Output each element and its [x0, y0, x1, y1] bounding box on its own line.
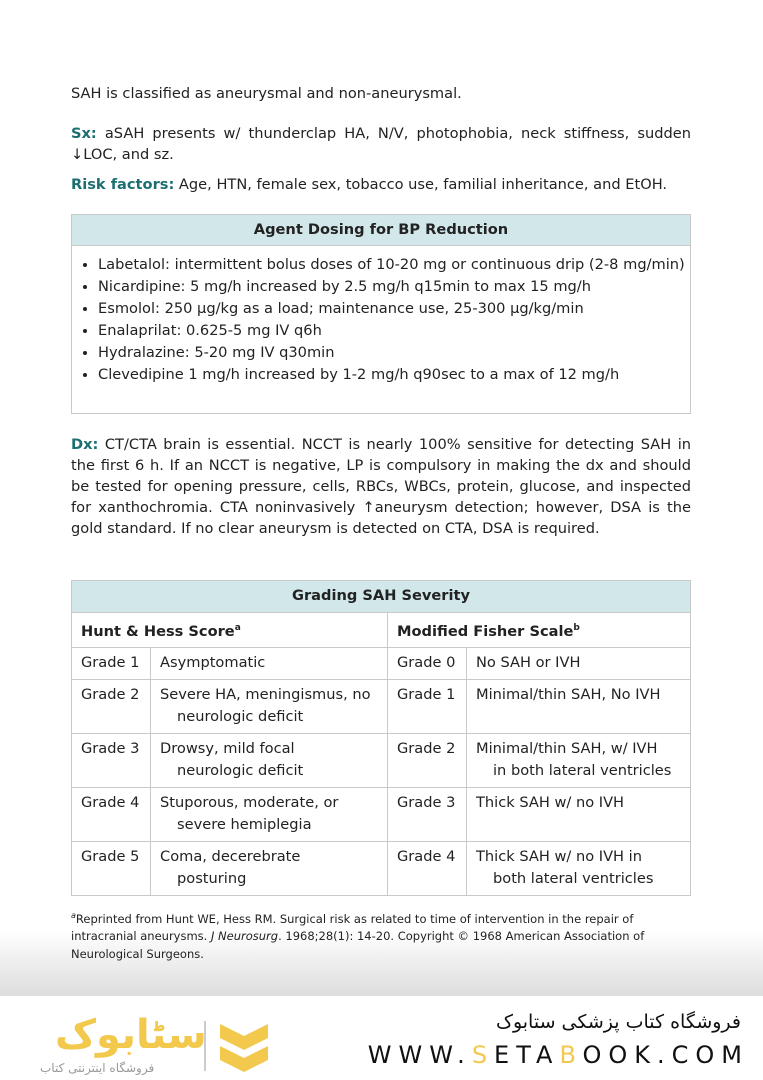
grading-cell: Coma, decerebrate posturing	[151, 841, 388, 895]
grading-cell: Minimal/thin SAH, No IVH	[467, 679, 691, 733]
setabook-logo-icon	[0, 996, 270, 1080]
grading-cell: Grade 4	[72, 787, 151, 841]
grading-cell: Drowsy, mild focal neurologic deficit	[151, 733, 388, 787]
svg-text:سٹابوک: سٹابوک	[55, 1012, 207, 1058]
risk-text: Age, HTN, female sex, tobacco use, familial inheritance, and EtOH.	[174, 176, 668, 193]
dosing-list	[72, 254, 690, 386]
store-name: فروشگاه کتاب پزشکی ستابوک	[495, 1011, 741, 1033]
modified-fisher-header: Modified Fisher Scale$^b$	[388, 613, 691, 648]
dx-text: CT/CTA brain is essential. NCCT is nearly 100% sensitive for detecting SAH in the first 6 h. If an NCCT is negative, LP is compulsory in making the dx and should be tested for opening pressure, cells, RBCs, WBCs, protein, glucose, and inspected for xanthochromia. CTA noninvasively ↑aneurysm detection; however, DSA is the gold standard. If no clear aneurysm is detected on CTA, DSA is required.	[71, 436, 691, 537]
grading-cell: Grade 2	[72, 679, 151, 733]
dosing-item: • Nicardipine: 5 mg/h increased by 2.5 mg/h q15min to max 15 mg/h	[98, 276, 690, 298]
intro-paragraph: SAH is classified as aneurysmal and non-aneurysmal.	[71, 85, 462, 102]
symptoms-text: aSAH presents w/ thunderclap HA, N/V, photophobia, neck stiffness, sudden ↓LOC, and sz.	[71, 125, 691, 163]
dosing-item: • Clevedipine 1 mg/h increased by 1-2 mg/h q90sec to a max of 12 mg/h	[98, 364, 690, 386]
grading-row	[72, 679, 691, 733]
grading-cell: Minimal/thin SAH, w/ IVH in both lateral ventricles	[467, 733, 691, 787]
grading-row	[72, 841, 691, 895]
grading-row	[72, 787, 691, 841]
risk-label: Risk factors:	[71, 176, 175, 193]
dosing-title: Agent Dosing for BP Reduction	[72, 215, 690, 246]
store-url[interactable]: WWW.SETABOOK.COM	[367, 1041, 749, 1069]
symptoms-paragraph	[71, 123, 691, 165]
svg-text:فروشگاه اینترنتی کتاب: فروشگاه اینترنتی کتاب	[40, 1061, 155, 1075]
grading-cell: Severe HA, meningismus, no neurologic deficit	[151, 679, 388, 733]
grading-row	[72, 733, 691, 787]
grading-title: Grading SAH Severity	[72, 581, 691, 613]
grading-cell: Grade 3	[72, 733, 151, 787]
grading-cell: Asymptomatic	[151, 648, 388, 680]
grading-cell: Grade 0	[388, 648, 467, 680]
hunt-hess-header: Hunt & Hess Score$^a$	[72, 613, 388, 648]
symptoms-label: Sx:	[71, 125, 97, 142]
dx-paragraph	[71, 434, 691, 539]
grading-cell: Grade 1	[388, 679, 467, 733]
grading-cell: Grade 3	[388, 787, 467, 841]
dosing-item: • Enalaprilat: 0.625-5 mg IV q6h	[98, 320, 690, 342]
dx-label: Dx:	[71, 436, 99, 453]
footnote: $^a$Reprinted from Hunt WE, Hess RM. Surgical risk as related to time of intervention in the repair of intracranial aneurysms. J Neurosurg. 1968;28(1): 14-20. Copyright © 1968 American Association of Neurological Surgeons.	[71, 911, 645, 961]
grading-cell: Grade 2	[388, 733, 467, 787]
risk-paragraph	[71, 174, 691, 195]
grading-cell: Thick SAH w/ no IVH	[467, 787, 691, 841]
grading-cell: Thick SAH w/ no IVH in both lateral ventricles	[467, 841, 691, 895]
dosing-item: • Labetalol: intermittent bolus doses of 10-20 mg or continuous drip (2-8 mg/min)	[98, 254, 690, 276]
grading-cell: Stuporous, moderate, or severe hemiplegia	[151, 787, 388, 841]
grading-cell: Grade 1	[72, 648, 151, 680]
store-banner	[0, 996, 763, 1080]
dosing-item: • Esmolol: 250 µg/kg as a load; maintenance use, 25-300 µg/kg/min	[98, 298, 690, 320]
grading-cell: Grade 5	[72, 841, 151, 895]
grading-table	[71, 580, 691, 896]
grading-cell: Grade 4	[388, 841, 467, 895]
grading-cell: No SAH or IVH	[467, 648, 691, 680]
dosing-item: • Hydralazine: 5-20 mg IV q30min	[98, 342, 690, 364]
dosing-box	[71, 214, 691, 414]
grading-row	[72, 648, 691, 680]
